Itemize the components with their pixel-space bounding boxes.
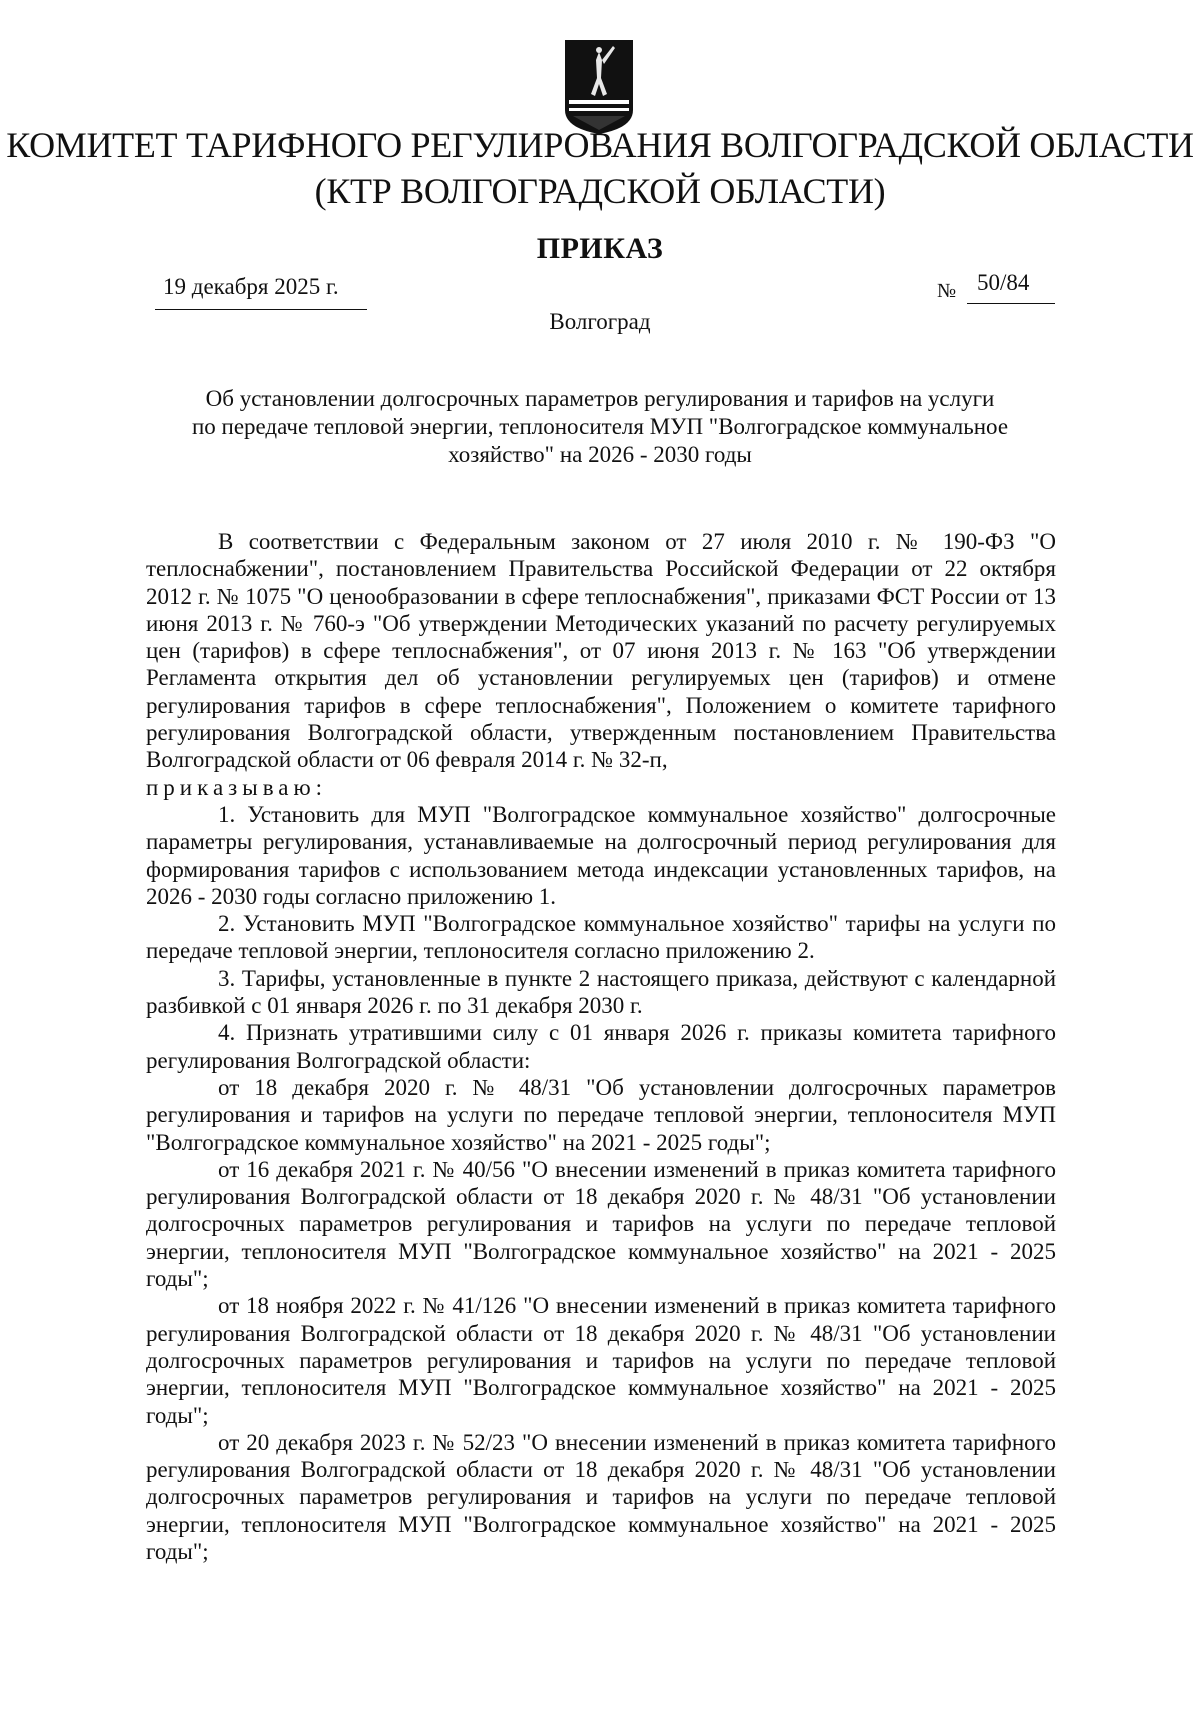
order-item-1: 1. Установить для МУП "Волгоградское коммунальное хозяйство" долгосрочные параметры регулирования, устанавливаемые на долгосрочный период регулирования для формирования тарифов с использованием метода индексации установленных тарифов, на 2026 - 2030 годы согласно приложению 1.	[146, 801, 1056, 909]
order-subject	[150, 385, 1050, 469]
order-word: приказываю:	[146, 774, 328, 800]
order-item-2: 2. Установить МУП "Волгоградское коммунальное хозяйство" тарифы на услуги по передаче тепловой энергии, теплоносителя согласно приложению 2.	[146, 911, 1056, 964]
order-item-3: 3. Тарифы, установленные в пункте 2 настоящего приказа, действуют с календарной разбивкой с 01 января 2026 г. по 31 декабря 2030 г.	[146, 965, 1056, 1019]
order-date: 19 декабря 2025 г.	[163, 274, 339, 299]
organization-name: КОМИТЕТ ТАРИФНОГО РЕГУЛИРОВАНИЯ ВОЛГОГРАДСКОЙ ОБЛАСТИ	[6, 125, 1194, 165]
order-number-label: №	[937, 280, 957, 302]
revoked-order-1: от 18 декабря 2020 г. № 48/31 "Об установлении долгосрочных параметров регулирования и тарифов на услуги по передаче тепловой энергии, теплоносителя МУП "Волгоградское коммунальное хозяйство" на 2021 - 2025 годы";	[146, 1074, 1056, 1155]
revoked-order-4: от 20 декабря 2023 г. № 52/23 "О внесении изменений в приказ комитета тарифного регулирования Волгоградской области от 18 декабря 2020 г. № 48/31 "Об установлении долгосрочных параметров регулирования и тарифов на услуги по передаче тепловой энергии, теплоносителя МУП "Волгоградское коммунальное хозяйство" на 2021 - 2025 годы";	[146, 1429, 1056, 1564]
order-body	[146, 528, 1056, 1565]
document-type: ПРИКАЗ	[536, 232, 664, 265]
revoked-order-2: от 16 декабря 2021 г. № 40/56 "О внесении изменений в приказ комитета тарифного регулирования Волгоградской области от 18 декабря 2020 г. № 48/31 "Об установлении долгосрочных параметров регулирования и тарифов на услуги по передаче тепловой энергии, теплоносителя МУП "Волгоградское коммунальное хозяйство" на 2021 - 2025 годы";	[146, 1156, 1056, 1292]
preamble-paragraph: В соответствии с Федеральным законом от 27 июля 2010 г. № 190-ФЗ "О теплоснабжении", постановлением Правительства Российской Федерации от 22 октября 2012 г. № 1075 "О ценообразовании в сфере теплоснабжения", приказами ФСТ России от 13 июня 2013 г. № 760-э "Об утверждении Методических указаний по расчету регулируемых цен (тарифов) в сфере теплоснабжения", от 07 июня 2013 г. № 163 "Об утверждении Регламента открытия дел об установлении регулируемых цен (тарифов) и отмене регулирования тарифов в сфере теплоснабжения", Положением о комитете тарифного регулирования Волгоградской области, утвержденным постановлением Правительства Волгоградской области от 06 февраля 2014 г. № 32-п,	[146, 529, 1056, 773]
subject-line: Об установлении долгосрочных параметров регулирования и тарифов на услуги	[205, 386, 995, 411]
order-city: Волгоград	[549, 309, 651, 334]
subject-line: хозяйство" на 2026 - 2030 годы	[448, 442, 752, 467]
subject-line: по передаче тепловой энергии, теплоносителя МУП "Волгоградское коммунальное	[191, 414, 1009, 439]
number-underline	[967, 303, 1055, 304]
revoked-order-3: от 18 ноября 2022 г. № 41/126 "О внесении изменений в приказ комитета тарифного регулирования Волгоградской области от 18 декабря 2020 г. № 48/31 "Об установлении долгосрочных параметров регулирования и тарифов на услуги по передаче тепловой энергии, теплоносителя МУП "Волгоградское коммунальное хозяйство" на 2021 - 2025 годы";	[146, 1293, 1056, 1428]
order-number: 50/84	[977, 270, 1030, 295]
order-item-4: 4. Признать утратившими силу с 01 января 2026 г. приказы комитета тарифного регулирования Волгоградской области:	[146, 1020, 1056, 1073]
organization-short-name: (КТР ВОЛГОГРАДСКОЙ ОБЛАСТИ)	[314, 171, 886, 211]
